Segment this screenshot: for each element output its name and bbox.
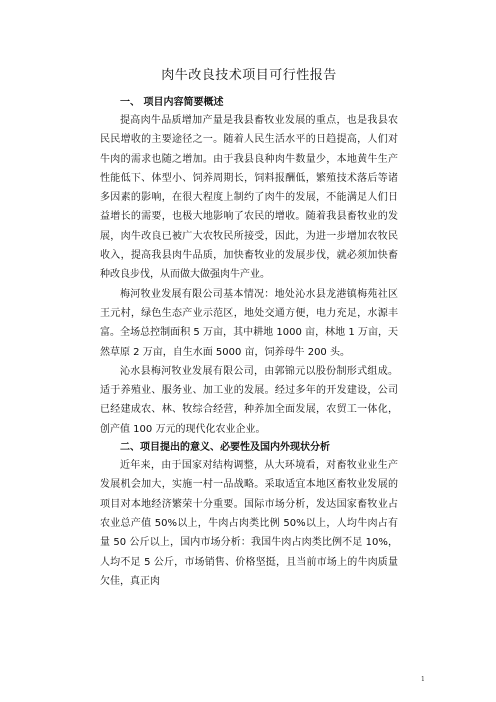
paragraph: 近年来，由于国家对结构调整，从大环境看，对畜牧业业生产发展机会加大，实施一村一品战略。采取适宜本地区畜牧业发展的项目对本地经济繁荣十分重要。国际市场分析，发达国家畜牧业占农业总产值 50%以上，牛肉占肉类比例 50%以上，人均牛肉占有量 50 公斤以上，国内市场分析：我国牛肉占肉类比例不足 10%，人均不足 5 公斤，市场销售、价格坚挺，且当前市场上的牛肉质量欠佳，真正肉 <box>100 460 398 587</box>
page-number: 1 <box>421 676 425 683</box>
document-body <box>100 66 398 591</box>
section-heading-1: 一、 项目内容简要概述 <box>120 97 224 108</box>
paragraph: 提高肉牛品质增加产量是我县畜牧业发展的重点，也是我县农民民增收的主要途径之一。随着人民生活水平的日趋提高，人们对牛肉的需求也随之增加。由于我县良种肉牛数量少，本地黄牛生产性能低下、体型小、饲养周期长，饲料报酬低，繁殖技术落后等诸多因素的影响，在很大程度上制约了肉牛的发展，不能满足人们日益增长的需要，也极大地影响了农民的增收。随着我县畜牧业的发展，肉牛改良已被广大农牧民所接受，因此，为进一步增加农牧民收入，提高我县肉牛品质，加快畜牧业的发展步伐，就必须加快畜种改良步伐，从而做大做强肉牛产业。 <box>100 115 398 281</box>
section-heading-2: 二、项目提出的意义、必要性及国内外现状分析 <box>120 442 330 454</box>
paragraph: 沁水县梅河牧业发展有限公司，由郭锦元以股份制形式组成。适于养殖业、服务业、加工业的发展。经过多年的开发建设，公司已经建成农、林、牧综合经营，种养加全面发展，农贸工一体化，创产值 100 万元的现代化农业企业。 <box>100 365 398 435</box>
paragraph: 梅河牧业发展有限公司基本情况：地处沁水县龙港镇梅苑社区王元村，绿色生态产业示范区，地处交通方便，电力充足，水源丰富。全场总控制面积 5 万亩，其中耕地 1000 亩，林地 1 万亩，天然草原 2 万亩，自生水面 5000 亩，饲养母牛 200 头。 <box>100 288 398 358</box>
document-title: 肉牛改良技术项目可行性报告 <box>161 68 337 83</box>
